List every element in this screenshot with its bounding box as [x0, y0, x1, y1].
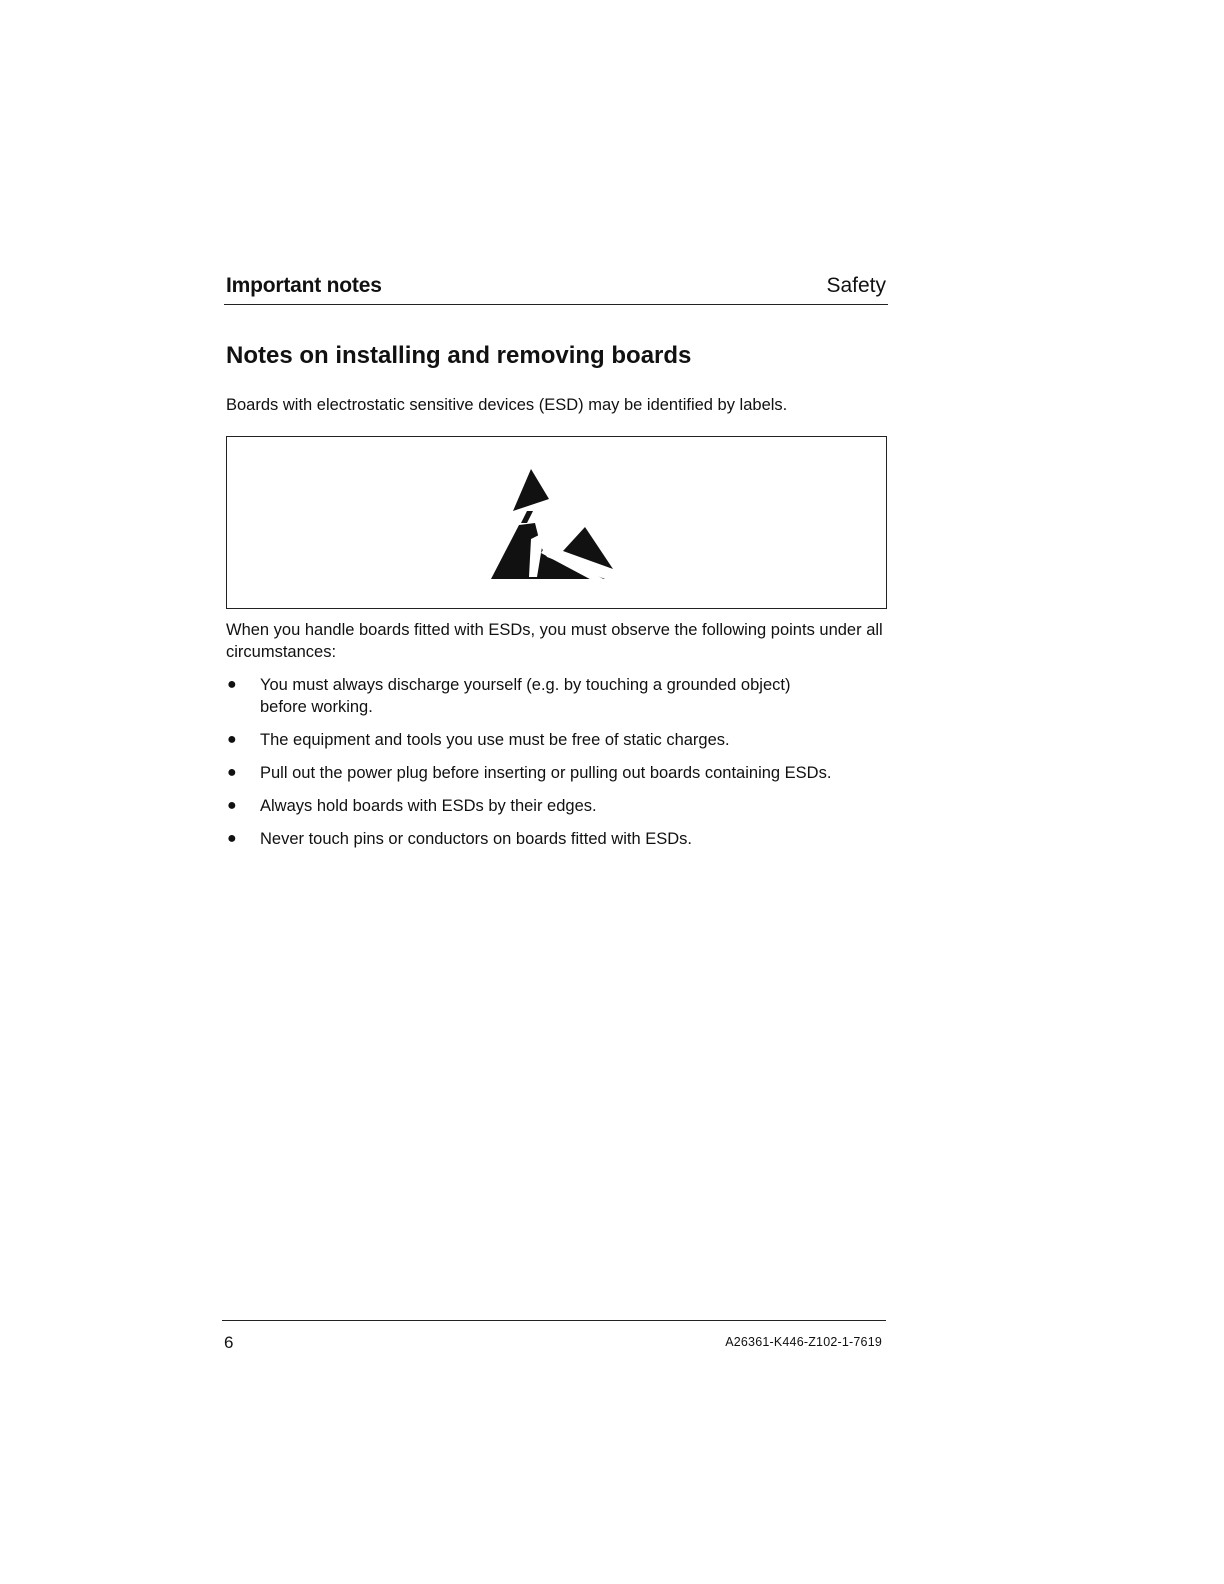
page-header: [224, 272, 888, 305]
list-item: [226, 828, 840, 850]
esd-warning-icon: [489, 465, 617, 585]
bullet-icon: ●: [227, 764, 237, 781]
esd-label-box: [226, 436, 887, 609]
bullet-icon: ●: [227, 676, 237, 693]
list-item-text: Never touch pins or conductors on boards fitted with ESDs.: [260, 830, 692, 848]
list-item: [226, 674, 840, 718]
page-number: 6: [224, 1333, 234, 1352]
list-item: [226, 795, 840, 817]
precaution-list: [226, 674, 886, 861]
list-item: [226, 762, 840, 784]
list-item-text: Always hold boards with ESDs by their edges.: [260, 797, 597, 815]
bullet-icon: ●: [227, 830, 237, 847]
header-chapter-title: Safety: [826, 274, 886, 297]
document-code: A26361-K446-Z102-1-7619: [725, 1335, 882, 1349]
bullet-icon: ●: [227, 797, 237, 814]
handling-instructions-text: When you handle boards fitted with ESDs, you must observe the following points under all circumstances:: [226, 621, 883, 661]
page-footer: [222, 1320, 886, 1361]
list-item-text: Pull out the power plug before inserting or pulling out boards containing ESDs.: [260, 764, 832, 782]
list-item-text: You must always discharge yourself (e.g. by touching a grounded object) before working.: [260, 676, 791, 716]
header-section-title: Important notes: [226, 274, 382, 297]
list-item-text: The equipment and tools you use must be free of static charges.: [260, 731, 730, 749]
page-title: Notes on installing and removing boards: [226, 342, 692, 369]
list-item: [226, 729, 840, 751]
bullet-icon: ●: [227, 731, 237, 748]
intro-text: Boards with electrostatic sensitive devices (ESD) may be identified by labels.: [226, 396, 788, 414]
